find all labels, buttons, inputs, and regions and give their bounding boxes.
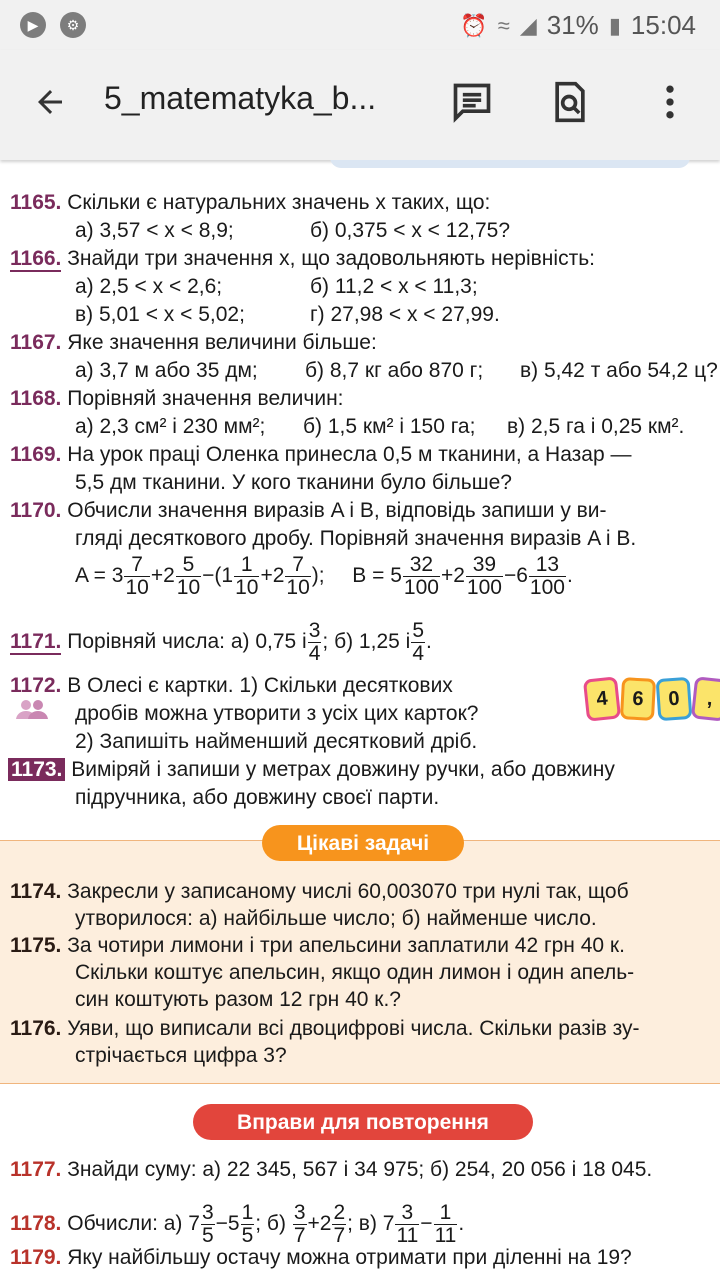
exercise-text: Закресли у записаному числі 60,003070 три нулі так, щоб xyxy=(67,880,629,903)
exercise-number: 1168. xyxy=(10,387,62,410)
comment-icon[interactable] xyxy=(448,78,496,126)
exercise-number: 1169. xyxy=(10,443,62,466)
option-a: а) 3,57 < x < 8,9; xyxy=(75,219,234,242)
exercise-1177 xyxy=(10,1156,652,1183)
exercise-1165 xyxy=(10,189,490,216)
exercise-number: 1170. xyxy=(10,499,62,522)
exercise-number: 1178. xyxy=(10,1212,62,1236)
expr-a-label: A = 3 xyxy=(75,564,124,588)
exercise-number: 1174. xyxy=(10,880,62,903)
exercise-number: 1173. xyxy=(8,758,65,781)
digit-card: 4 xyxy=(583,676,621,721)
operator: −5 xyxy=(215,1212,240,1236)
operator: +2 xyxy=(440,564,465,588)
status-bar xyxy=(0,0,720,50)
operator: −6 xyxy=(503,564,528,588)
operator: +2 xyxy=(260,564,285,588)
exercise-text: Скільки є натуральних значень x таких, що: xyxy=(67,191,491,214)
exercise-text: На урок праці Оленка принесла 0,5 м тканини, а Назар — xyxy=(67,443,632,466)
exercise-text: Порівняй значення величин: xyxy=(67,387,344,410)
clock: 15:04 xyxy=(630,10,696,40)
fraction: $\frac{5}{10}$ xyxy=(176,553,201,599)
exercise-text: Яку найбільшу остачу можна отримати при діленні на 19? xyxy=(67,1246,632,1269)
option-d: г) 27,98 < x < 27,99. xyxy=(310,303,500,326)
exercise-text-cont: стрічається цифра 3? xyxy=(75,1044,287,1067)
section-title-interesting: Цікаві задачі xyxy=(262,825,464,861)
fraction: $\frac{5}{4}$ xyxy=(412,619,424,665)
exercise-text: ; в) 7 xyxy=(347,1212,395,1236)
digit-card: , xyxy=(691,676,720,721)
document-title: 5_matematyka_b... xyxy=(104,80,377,116)
exercise-number: 1176. xyxy=(10,1017,62,1040)
alarm-icon: ⏰ xyxy=(460,12,488,38)
operator: −(1 xyxy=(202,564,234,588)
digit-cards xyxy=(585,678,720,720)
pair-work-icon xyxy=(14,698,50,720)
operator: +2 xyxy=(150,564,175,588)
fraction: $\frac{1}{10}$ xyxy=(235,553,259,599)
option-c: в) 5,42 т або 54,2 ц? xyxy=(520,359,718,382)
exercise-text-cont: гляді десяткового дробу. Порівняй значення виразів A і B. xyxy=(75,527,637,550)
exercise-1174 xyxy=(10,878,629,905)
exercise-text: ; б) xyxy=(255,1212,286,1236)
exercise-1175 xyxy=(10,932,625,959)
option-b: б) 1,5 км² і 150 га; xyxy=(303,415,476,438)
battery-level: 31% xyxy=(546,10,599,40)
exercise-text: Обчисли: а) 7 xyxy=(67,1212,200,1236)
section-header-cutoff xyxy=(330,160,690,168)
fraction: $\frac{39}{100}$ xyxy=(466,553,502,599)
exercise-number: 1167. xyxy=(10,331,62,354)
fraction: $\frac{3}{5}$ xyxy=(201,1201,214,1247)
exercise-text-cont: син коштують разом 12 грн 40 к.? xyxy=(75,988,401,1011)
more-vert-icon[interactable] xyxy=(646,78,694,126)
exercise-1179 xyxy=(10,1244,632,1271)
operator: − xyxy=(420,1212,433,1236)
exercise-1176 xyxy=(10,1015,640,1042)
exercise-1171 xyxy=(10,620,432,665)
option-b: б) 11,2 < x < 11,3; xyxy=(310,275,478,298)
digit-card: 6 xyxy=(620,677,656,721)
fraction: $\frac{7}{10}$ xyxy=(125,553,149,599)
fraction: $\frac{1}{5}$ xyxy=(241,1201,254,1247)
back-arrow-icon[interactable] xyxy=(28,80,72,124)
exercise-text-cont: дробів можна утворити з усіх цих карток? xyxy=(75,702,479,725)
exercise-text-cont: 2) Запишіть найменший десятковий дріб. xyxy=(75,730,478,753)
exercise-1168 xyxy=(10,385,344,412)
exercise-number: 1165. xyxy=(10,191,62,214)
fraction: $\frac{32}{100}$ xyxy=(403,553,439,599)
exercise-1169 xyxy=(10,441,631,468)
option-c: в) 2,5 га і 0,25 км². xyxy=(507,415,685,438)
exercise-text: За чотири лимони і три апельсини заплатили 42 грн 40 к. xyxy=(67,934,625,957)
fraction: $\frac{7}{10}$ xyxy=(286,553,310,599)
document-page[interactable] xyxy=(0,160,720,1280)
battery-icon: ▮ xyxy=(608,12,621,38)
expr-b-label: B = 5 xyxy=(352,564,402,588)
fraction: $\frac{3}{4}$ xyxy=(308,619,321,665)
signal-icon: ◢ xyxy=(519,12,537,38)
exercise-text: ; б) 1,25 і xyxy=(322,630,411,654)
section-title-review: Вправи для повторення xyxy=(193,1104,533,1140)
operator: ); xyxy=(311,564,325,588)
exercise-number: 1171. xyxy=(10,630,62,654)
exercise-number: 1179. xyxy=(10,1246,62,1269)
exercise-text: Порівняй числа: а) 0,75 і xyxy=(67,630,307,654)
video-record-icon: ▶ xyxy=(20,12,46,38)
fraction: $\frac{13}{100}$ xyxy=(529,553,565,599)
exercise-1170 xyxy=(10,497,607,524)
exercise-text: Виміряй і запиши у метрах довжину ручки, або довжину xyxy=(71,758,615,781)
exercise-text: Знайди три значення x, що задовольняють нерівність: xyxy=(67,247,595,270)
option-a: а) 2,5 < x < 2,6; xyxy=(75,275,223,298)
exercise-text: В Олесі є картки. 1) Скільки десяткових xyxy=(67,674,453,697)
exercise-1167 xyxy=(10,329,377,356)
expression-a-b xyxy=(75,554,573,599)
exercise-1173 xyxy=(8,756,615,783)
exercise-number: 1172. xyxy=(10,674,62,697)
exercise-1172 xyxy=(10,672,453,699)
fraction: $\frac{3}{11}$ xyxy=(396,1201,419,1247)
app-bar xyxy=(0,50,720,160)
exercise-text-cont: утворилося: а) найбільше число; б) найменше число. xyxy=(75,907,597,930)
option-a: а) 2,3 см² і 230 мм²; xyxy=(75,415,266,438)
digit-card: 0 xyxy=(656,677,693,721)
exercise-text-cont: підручника, або довжину своєї парти. xyxy=(75,786,440,809)
exercise-1178 xyxy=(10,1202,464,1247)
operator: . xyxy=(458,1212,465,1236)
exercise-1166 xyxy=(10,245,595,272)
exercise-text: Обчисли значення виразів A і B, відповідь запиши у ви- xyxy=(67,499,607,522)
operator: . xyxy=(426,630,432,654)
wifi-icon: ≈ xyxy=(497,12,510,38)
exercise-text: Знайди суму: а) 22 345, 567 і 34 975; б) 254, 20 056 і 18 045. xyxy=(67,1158,653,1181)
exercise-number: 1166. xyxy=(10,247,62,270)
fraction: $\frac{1}{11}$ xyxy=(434,1201,457,1247)
fraction: $\frac{2}{7}$ xyxy=(333,1201,346,1247)
gear-sync-icon: ⚙ xyxy=(60,12,86,38)
option-a: а) 3,7 м або 35 дм; xyxy=(75,359,258,382)
search-doc-icon[interactable] xyxy=(546,78,594,126)
fraction: $\frac{3}{7}$ xyxy=(293,1201,306,1247)
option-b: б) 0,375 < x < 12,75? xyxy=(310,219,511,242)
exercise-text-cont: Скільки коштує апельсин, якщо один лимон і один апель- xyxy=(75,961,635,984)
exercise-number: 1177. xyxy=(10,1158,62,1181)
operator: . xyxy=(566,564,573,588)
exercise-text: Яке значення величини більше: xyxy=(67,331,377,354)
exercise-text-cont: 5,5 дм тканини. У кого тканини було більше? xyxy=(75,471,512,494)
exercise-text: Уяви, що виписали всі двоцифрові числа. Скільки разів зу- xyxy=(67,1017,640,1040)
exercise-number: 1175. xyxy=(10,934,62,957)
operator: +2 xyxy=(307,1212,332,1236)
option-c: в) 5,01 < x < 5,02; xyxy=(75,303,245,326)
option-b: б) 8,7 кг або 870 г; xyxy=(305,359,484,382)
